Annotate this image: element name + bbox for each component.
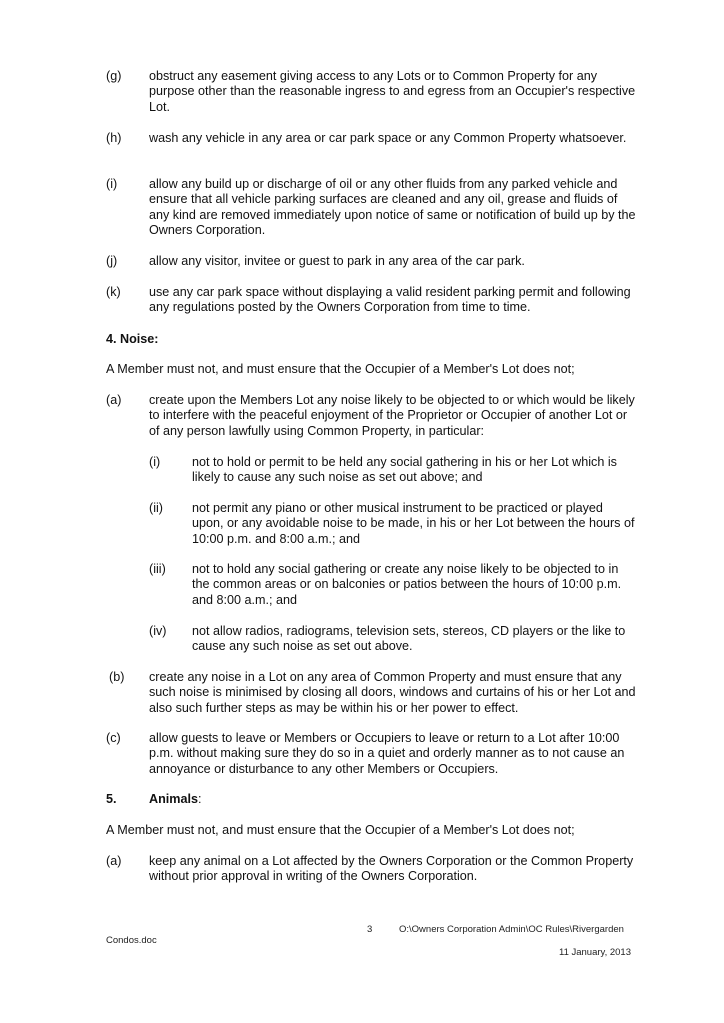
clause-label: (a) [106, 854, 122, 868]
section-number: 5. [106, 792, 117, 806]
clause-text: allow any build up or discharge of oil or any other fluids from any parked vehicle and ensure that all vehicle parking surfaces are cleaned and any oil, grease and fluids of any kind are removed immediately upon notice of same or notification of build up by the Owners Corporation. [149, 177, 636, 238]
clause-label: (j) [106, 254, 118, 268]
section-title-colon: : [198, 792, 202, 806]
clause-label: (g) [106, 69, 122, 83]
footer-page-number: 3 [367, 924, 373, 935]
section-title-text: Animals [149, 792, 198, 806]
subclause-text: not allow radios, radiograms, television sets, stereos, CD players or the like to cause any such noise as set out above. [192, 624, 626, 654]
footer-filename: Condos.doc [106, 935, 157, 946]
section-intro: A Member must not, and must ensure that the Occupier of a Member's Lot does not; [106, 823, 575, 837]
section-heading-animals [106, 792, 306, 807]
footer-date: 11 January, 2013 [558, 947, 631, 958]
clause-text: allow guests to leave or Members or Occupiers to leave or return to a Lot after 10:00 p.m. without making sure they do so in a quiet and orderly manner as to not cause an annoyance or disturbance to any other Members or Occupiers. [149, 731, 625, 776]
subclause-text: not to hold any social gathering or create any noise likely to be objected to in the common areas or on balconies or patios between the hours of 10:00 p.m. and 8:00 a.m.; and [192, 562, 622, 607]
subclause-label: (iii) [149, 562, 166, 576]
clause-label: (a) [106, 393, 122, 407]
subclause-label: (i) [149, 455, 161, 469]
clause-text: create any noise in a Lot on any area of Common Property and must ensure that any such noise is minimised by closing all doors, windows and curtains of his or her Lot and also such further steps as may be within his or her power to effect. [149, 670, 636, 715]
clause-text: use any car park space without displaying a valid resident parking permit and following any regulations posted by the Owners Corporation from time to time. [149, 285, 631, 315]
section-heading-noise: 4. Noise: [106, 332, 159, 346]
clause-label: (i) [106, 177, 118, 191]
clause-text: keep any animal on a Lot affected by the Owners Corporation or the Common Property without prior approval in writing of the Owners Corporation. [149, 854, 634, 884]
clause-text: allow any visitor, invitee or guest to park in any area of the car park. [149, 254, 525, 268]
clause-text: create upon the Members Lot any noise likely to be objected to or which would be likely to interfere with the peaceful enjoyment of the Proprietor or Occupier of another Lot or of any person lawfully using Common Property, in particular: [149, 393, 635, 438]
clause-text: wash any vehicle in any area or car park space or any Common Property whatsoever. [149, 131, 627, 145]
section-title [149, 792, 202, 807]
subclause-label: (iv) [149, 624, 167, 638]
subclause-text: not permit any piano or other musical instrument to be practiced or played upon, or any avoidable noise to be made, in his or her Lot between the hours of 10:00 p.m. and 8:00 a.m.; and [192, 501, 635, 546]
clause-label: (h) [106, 131, 122, 145]
clause-text: obstruct any easement giving access to any Lots or to Common Property for any purpose other than the reasonable ingress to and egress from an Occupier's respective Lot. [149, 69, 636, 114]
clause-label: (k) [106, 285, 121, 299]
clause-label: (b) [109, 670, 125, 684]
subclause-label: (ii) [149, 501, 163, 515]
subclause-text: not to hold or permit to be held any social gathering in his or her Lot which is likely to cause any such noise as set out above; and [192, 455, 617, 485]
section-intro: A Member must not, and must ensure that the Occupier of a Member's Lot does not; [106, 362, 575, 376]
clause-label: (c) [106, 731, 121, 745]
footer-file-path: O:\Owners Corporation Admin\OC Rules\Rivergarden [399, 924, 624, 935]
